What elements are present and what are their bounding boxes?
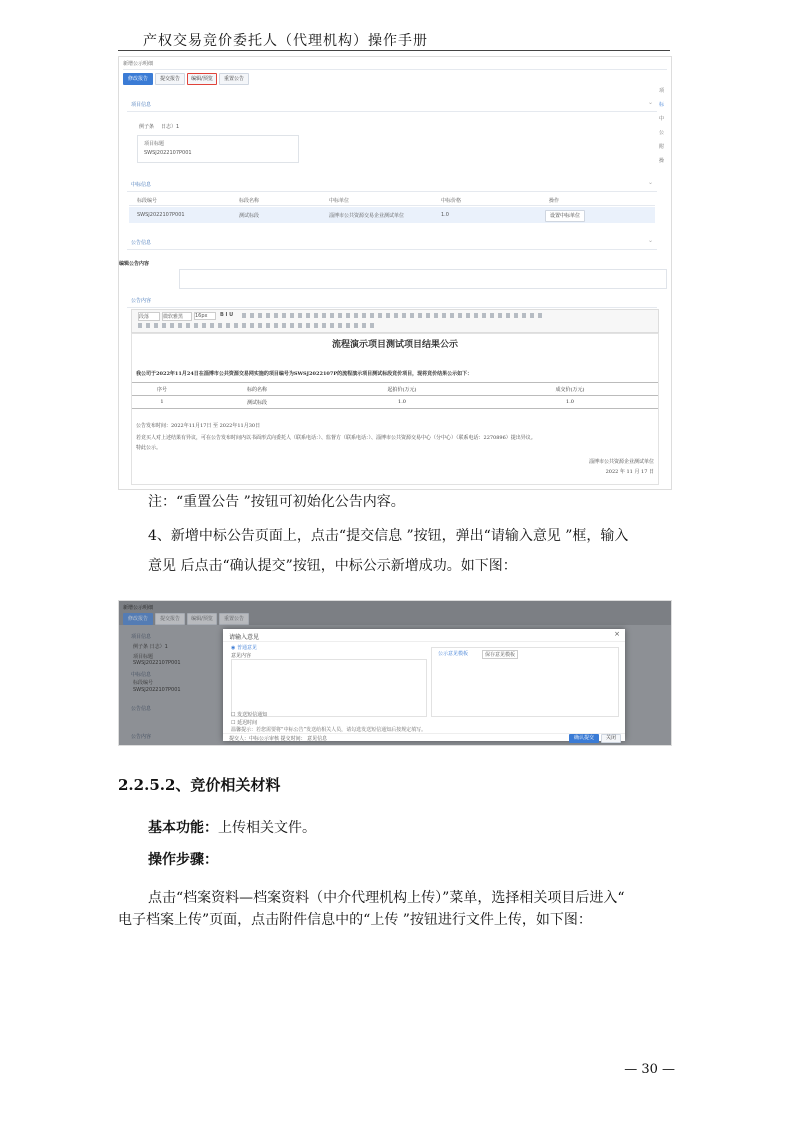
doc-result-table (132, 382, 658, 409)
sms-checkbox[interactable]: ☐ 发送短信通知 (231, 712, 268, 718)
side-label[interactable]: 操 (659, 158, 665, 164)
th-action: 操作 (549, 198, 560, 204)
close-icon[interactable]: × (614, 630, 620, 638)
chevron-icon: ⌄ (647, 179, 653, 186)
set-winner-button[interactable]: 设置中标单位 (545, 210, 585, 222)
bg-row: 项目标题 (133, 654, 154, 660)
style-select[interactable]: 段落 (138, 312, 160, 321)
project-title-value: SWSJ2022107P001 (144, 150, 192, 156)
format-buttons[interactable]: B I U (220, 312, 234, 318)
header-rule (118, 50, 670, 51)
screenshot-submit-dialog (118, 600, 672, 746)
toolbar-icons-row2[interactable] (138, 323, 378, 328)
section-project[interactable]: 项目信息 ⌄ (127, 99, 657, 112)
project-row1-value: 日志）1 (161, 124, 180, 130)
page-number: — 30 — (624, 1062, 675, 1077)
doc-note2: 特此公示。 (136, 445, 162, 451)
confirm-submit-button[interactable]: 确认提交 (569, 734, 599, 743)
editor-toolbar (131, 309, 659, 333)
chevron-icon: ⌄ (647, 237, 653, 244)
hint-text: 温馨提示：若您需要将“中标公告”发送给相关人员，请勾选发送短信通知后按规定填写。 (231, 727, 427, 733)
toolbar-icons-row1[interactable] (242, 313, 542, 318)
bg-row: SWSJ2022107P001 (133, 687, 181, 693)
doc-cell: 1.0 (482, 396, 658, 409)
tab-submit-report[interactable]: 提交报告 (155, 613, 185, 625)
opinion-right-panel (431, 647, 619, 717)
bg-row: SWSJ2022107P001 (133, 660, 181, 666)
tab-modify-report[interactable]: 修改报告 (123, 613, 153, 625)
bg-row: 标段编号 (133, 680, 154, 686)
header-title: 产权交易竞价委托人（代理机构）操作手册 (143, 33, 428, 49)
save-template-button[interactable]: 保存意见模板 (482, 650, 518, 659)
chevron-icon: ⌄ (647, 99, 653, 106)
bg-section: 项目信息 (131, 634, 152, 640)
tab-reset-notice[interactable]: 重置公告 (219, 73, 249, 85)
bid-unit: 淄博市公共资源交易企业测试单位 (329, 213, 405, 219)
project-title-label: 项目标题 (144, 141, 165, 147)
section-bid[interactable]: 中标信息 ⌄ (127, 179, 657, 192)
size-select[interactable]: 16px (194, 312, 216, 320)
bid-code: SWSJ2022107P001 (137, 212, 185, 218)
tab-modify-report[interactable]: 修改报告 (123, 73, 153, 85)
opinion-label: 意见内容 (231, 653, 252, 659)
bid-name: 测试标段 (239, 213, 260, 219)
close-button[interactable]: 关闭 (601, 734, 621, 743)
side-label[interactable]: 项 (659, 88, 665, 94)
side-label[interactable]: 公 (659, 130, 665, 136)
side-label[interactable]: 中 (659, 116, 665, 122)
doc-note: 若竞买人对上述结果有异议，可在公告发布时间内以书面形式向委托人（联系电话：）、监督方（联系电话：）、淄博市公共资源交易中心（分中心）（联系电话：2270896）提出异议。 (136, 435, 536, 441)
th-code: 标段编号 (137, 198, 158, 204)
doc-period: 公告发布时间：2022年11月17日 至 2022年11月30日 (136, 423, 261, 429)
tab-edit-preview[interactable]: 编辑/预览 (187, 613, 217, 625)
section-editor[interactable]: 公告内容 (127, 295, 657, 308)
font-select[interactable]: 微软雅黑 (162, 312, 192, 321)
template-button[interactable]: 公示意见模板 (438, 651, 469, 657)
bg-section: 公告信息 (131, 706, 152, 712)
screenshot-publish-notice (118, 56, 672, 490)
th-name: 标段名称 (239, 198, 260, 204)
edit-input-bar[interactable] (179, 269, 667, 289)
tab-edit-preview[interactable]: 编辑/预览 (187, 73, 217, 85)
bid-table-header (129, 195, 655, 206)
basic-label: 基本功能： (148, 820, 218, 836)
tab-reset-notice[interactable]: 重置公告 (219, 613, 249, 625)
side-label[interactable]: 标 (659, 102, 665, 108)
dialog-title: 请输入意见 (229, 634, 260, 641)
steps-label: 操作步骤： (148, 852, 218, 868)
side-label[interactable]: 附 (659, 144, 665, 150)
doc-th-deal: 成交价(万元) (482, 383, 658, 396)
th-unit: 中标单位 (329, 198, 350, 204)
doc-cell: 1 (132, 396, 192, 409)
table-row (129, 207, 655, 223)
project-row1-label: 例子条 (139, 124, 155, 130)
doc-cell: 测试标段 (192, 396, 322, 409)
para-line2: 电子档案上传”页面，点击附件信息中的“上传 ”按钮进行文件上传，如下图： (118, 912, 592, 928)
doc-th-start: 起拍价(万元) (322, 383, 482, 396)
opinion-textarea[interactable] (231, 659, 427, 717)
section-notice[interactable]: 公告信息 ⌄ (127, 237, 657, 250)
bid-price: 1.0 (441, 212, 449, 218)
note-text: 注：“重置公告 ”按钮可初始化公告内容。 (148, 494, 405, 510)
project-title-box (137, 135, 299, 163)
doc-intro: 我公司于2022年11月24日在淄博市公共资源交易网实施的项目编号为SWSJ2022107P的流程演示项目测试标段竞价项目，现将竞价结果公示如下： (136, 371, 473, 377)
dialog-footer-info: 提交人：中标公示审核 提交时间： 意见信息 (229, 736, 328, 742)
doc-signer: 淄博市公共资源企业测试单位 (588, 459, 654, 465)
doc-cell: 1.0 (322, 396, 482, 409)
window-title: 新增公示明细 (123, 61, 154, 67)
step4-line2: 意见 后点击“确认提交”按钮，中标公示新增成功。如下图： (148, 558, 517, 574)
delay-label: ☐ 延迟时间 (231, 720, 258, 726)
doc-th-no: 序号 (132, 383, 192, 396)
doc-th-name: 标的名称 (192, 383, 322, 396)
doc-date: 2022 年 11 月 17 日 (605, 469, 654, 475)
doc-title: 流程演示项目测试项目结果公示 (331, 340, 458, 350)
step4-line1: 4、新增中标公告页面上，点击“提交信息 ”按钮，弹出“请输入意见 ”框，输入 (148, 528, 629, 544)
bg-row: 例子条 日志）1 (133, 644, 168, 650)
bg-section: 公告内容 (131, 734, 152, 740)
basic-function (148, 820, 316, 836)
notice-document (131, 333, 659, 485)
tab-submit-report[interactable]: 提交报告 (155, 73, 185, 85)
para-line1: 点击“档案资料—档案资料（中介代理机构上传）”菜单，选择相关项目后进入“ (148, 890, 625, 906)
radio-normal-opinion[interactable]: ◉ 普通意见 (231, 645, 257, 651)
window-title: 新增公示明细 (123, 605, 154, 611)
th-price: 中标价格 (441, 198, 462, 204)
section-heading: 2.2.5.2、竞价相关材料 (118, 776, 281, 794)
opinion-dialog (223, 629, 625, 741)
edit-notice-label: 编辑公告内容 (119, 261, 150, 267)
basic-value: 上传相关文件。 (218, 820, 316, 836)
bg-section: 中标信息 (131, 672, 152, 678)
